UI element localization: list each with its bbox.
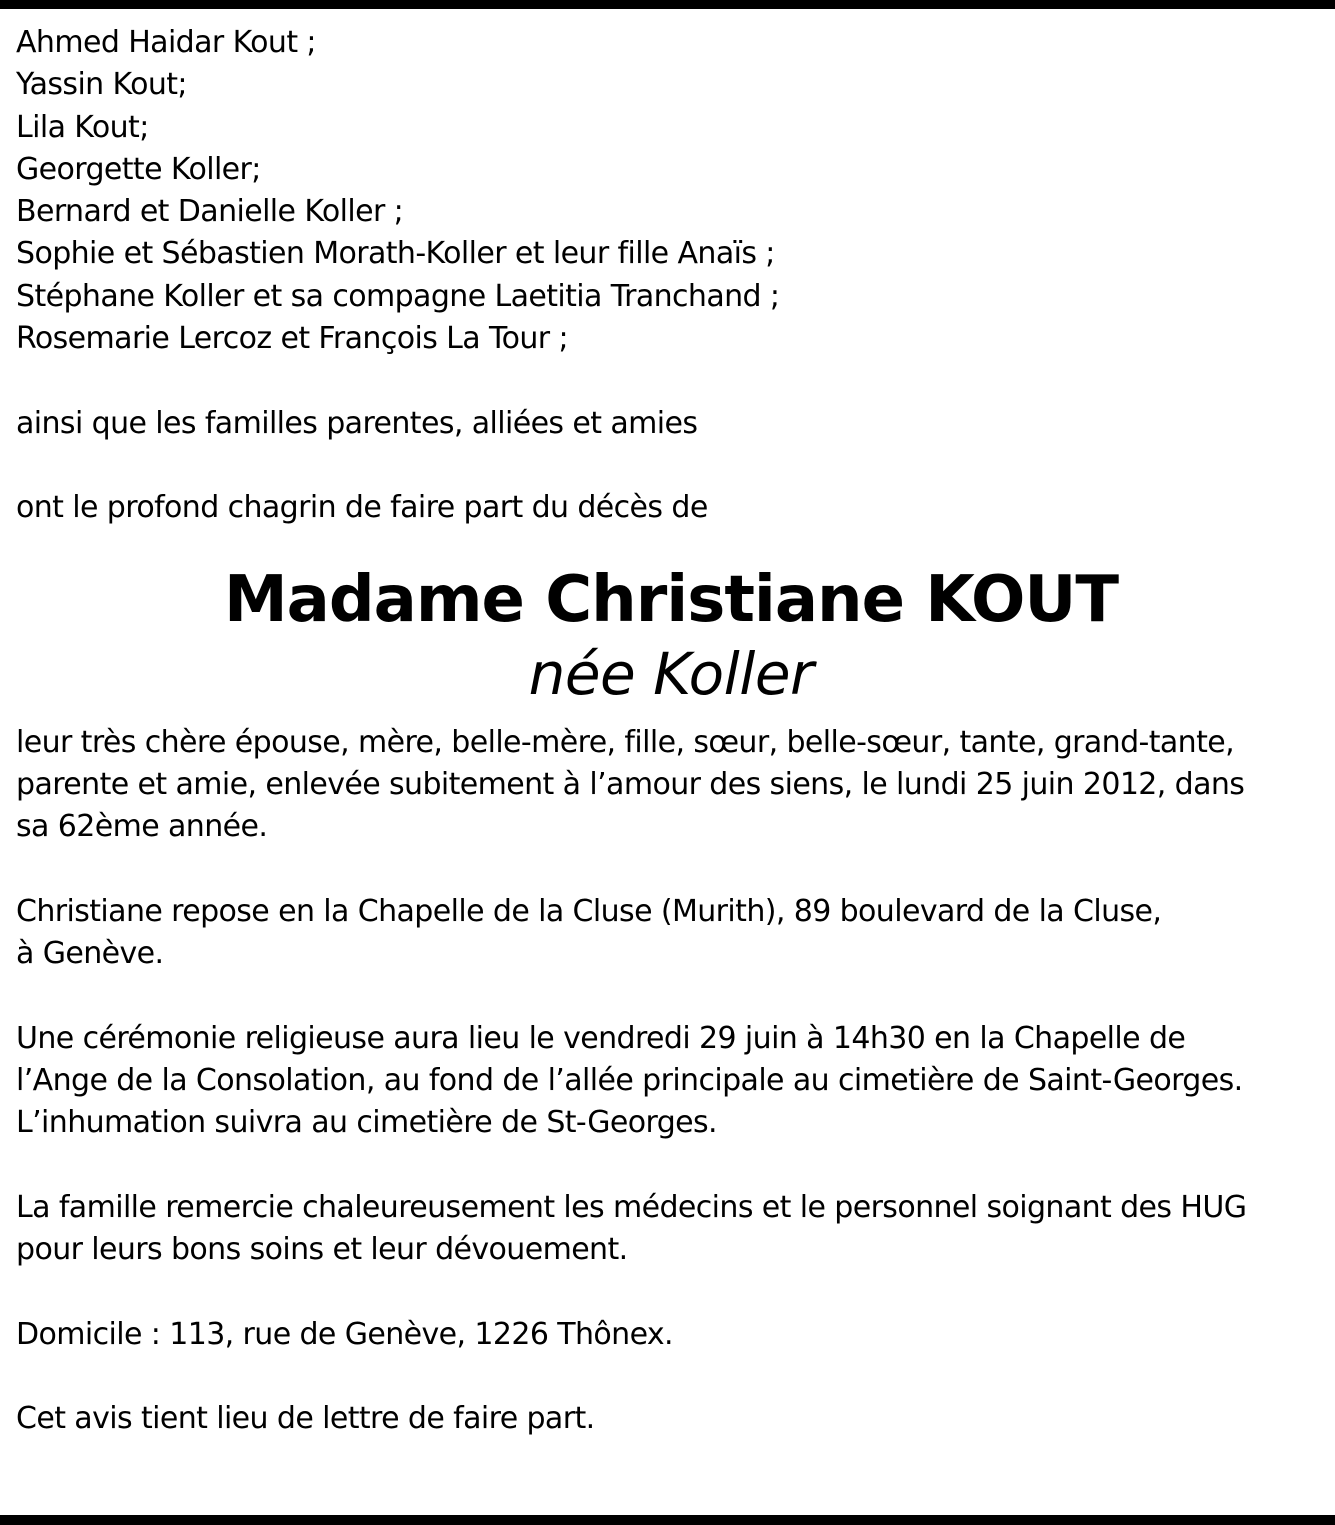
obituary-notice [16,22,1326,1441]
deceased-name-block [16,560,1326,708]
family-member: Bernard et Danielle Koller ; [16,194,404,230]
repose-paragraph [16,891,1326,976]
family-member: Ahmed Haidar Kout ; [16,25,316,60]
announcement-line: ont le profond chagrin de faire part du décès de [16,490,708,526]
spacer [16,1145,1326,1187]
paragraph-line: L’inhumation suivra au cimetière de St-Georges. [16,1105,717,1141]
top-border-rule [0,0,1335,9]
spacer [16,975,1326,1017]
spacer [16,1356,1326,1398]
spacer [16,848,1326,890]
family-member: Rosemarie Lercoz et François La Tour ; [16,321,568,357]
deceased-maiden-name: née Koller [528,639,814,708]
paragraph-line: Une cérémonie religieuse aura lieu le vendredi 29 juin à 14h30 en la Chapelle de [16,1020,1186,1056]
deceased-name: Madame Christiane KOUT [223,562,1119,637]
paragraph-line: sa 62ème année. [16,809,268,845]
ceremony-paragraph [16,1018,1326,1145]
bottom-border-rule [0,1515,1335,1525]
family-list [16,22,1326,360]
paragraph-line: Christiane repose en la Chapelle de la Cluse (Murith), 89 boulevard de la Cluse, [16,893,1162,929]
paragraph-line: à Genève. [16,936,164,972]
spacer [16,1271,1326,1313]
relatives-line: ainsi que les familles parentes, alliées et amies [16,405,698,441]
spacer [16,360,1326,402]
description-paragraph [16,722,1326,849]
spacer [16,445,1326,487]
paragraph-line: l’Ange de la Consolation, au fond de l’allée principale au cimetière de Saint-Georges. [16,1062,1243,1098]
domicile-line: Domicile : 113, rue de Genève, 1226 Thônex. [16,1316,673,1352]
thanks-paragraph [16,1187,1326,1272]
family-member: Stéphane Koller et sa compagne Laetitia Tranchand ; [16,278,780,314]
paragraph-line: parente et amie, enlevée subitement à l’amour des siens, le lundi 25 juin 2012, dans [16,766,1245,802]
paragraph-line: pour leurs bons soins et leur dévouement. [16,1232,628,1268]
paragraph-line: leur très chère épouse, mère, belle-mère, fille, sœur, belle-sœur, tante, grand-tante, [16,724,1235,760]
family-member: Sophie et Sébastien Morath-Koller et leur fille Anaïs ; [16,236,775,272]
family-member: Yassin Kout; [16,67,187,103]
family-member: Lila Kout; [16,109,149,145]
closing-line: Cet avis tient lieu de lettre de faire part. [16,1401,595,1437]
family-member: Georgette Koller; [16,151,261,187]
paragraph-line: La famille remercie chaleureusement les médecins et le personnel soignant des HUG [16,1189,1247,1225]
